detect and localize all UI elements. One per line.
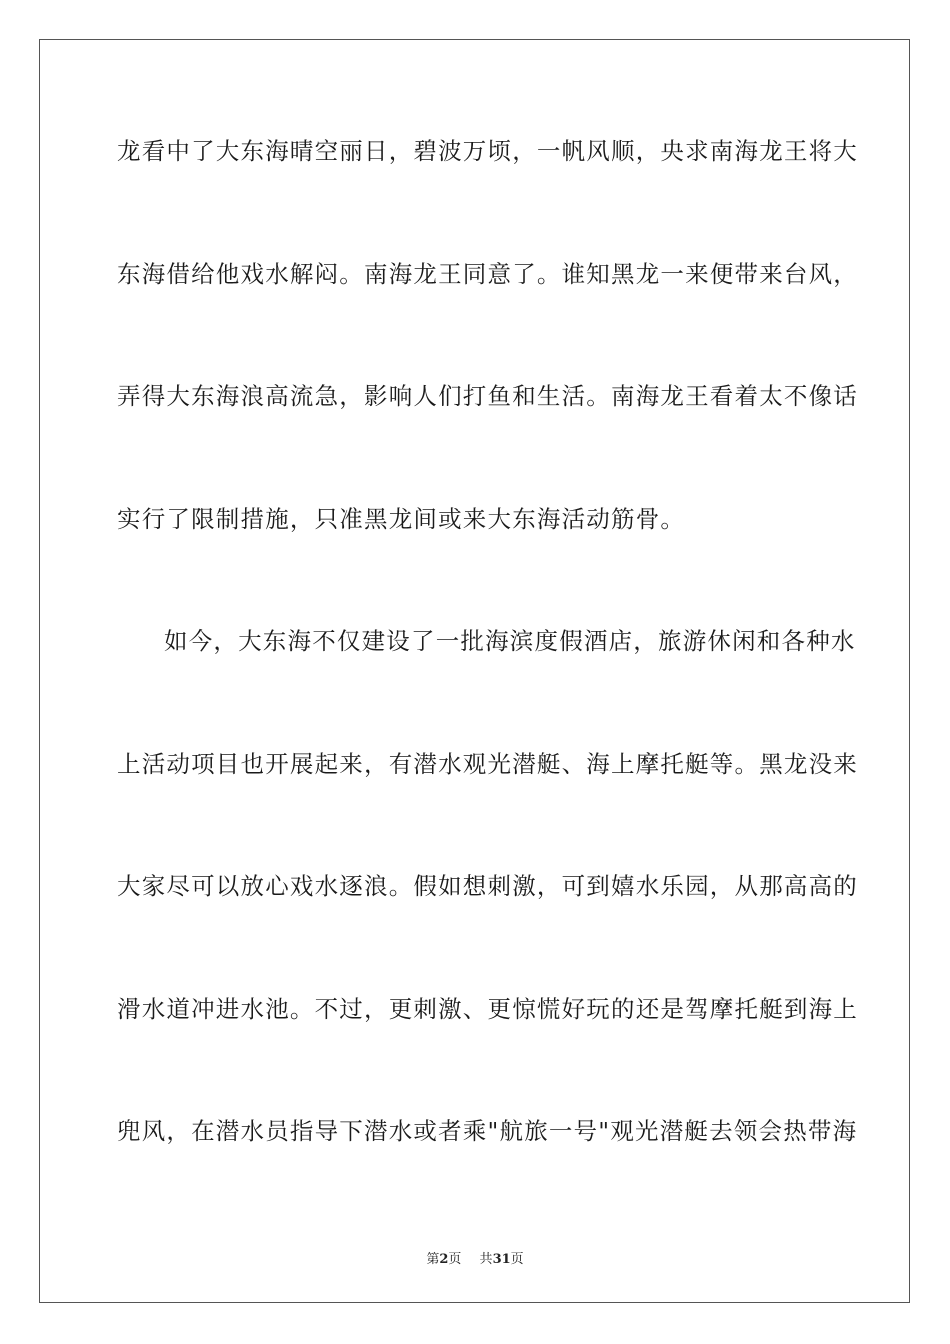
- text-line: 东海借给他戏水解闷。南海龙王同意了。谁知黑龙一来便带来台风，: [117, 259, 858, 288]
- text-line: 兜风，在潜水员指导下潜水或者乘"航旅一号"观光潜艇去领会热带海: [117, 1117, 858, 1145]
- text-line: 上活动项目也开展起来，有潜水观光潜艇、海上摩托艇等。黑龙没来: [117, 749, 858, 778]
- total-pages: 31: [492, 1252, 511, 1267]
- text-line: 大家尽可以放心戏水逐浪。假如想刺激，可到嬉水乐园，从那高高的: [117, 872, 858, 900]
- page-footer: [0, 1248, 950, 1267]
- document-body: [117, 125, 858, 1228]
- total-pages-indicator: 共31页: [479, 1252, 524, 1267]
- text-line: 龙看中了大东海晴空丽日，碧波万顷，一帆风顺，央求南海龙王将大: [117, 137, 858, 165]
- text-line: 弄得大东海浪高流急，影响人们打鱼和生活。南海龙王看着太不像话: [117, 382, 858, 410]
- page-indicator: 第2页: [426, 1252, 462, 1267]
- text-line: 实行了限制措施，只准黑龙间或来大东海活动筋骨。: [117, 504, 686, 533]
- page-number: 2: [439, 1252, 449, 1267]
- text-line: 滑水道冲进水池。不过，更刺激、更惊慌好玩的还是驾摩托艇到海上: [117, 994, 858, 1023]
- paragraph-first-line: 如今，大东海不仅建设了一批海滨度假酒店，旅游休闲和各种水: [164, 627, 856, 655]
